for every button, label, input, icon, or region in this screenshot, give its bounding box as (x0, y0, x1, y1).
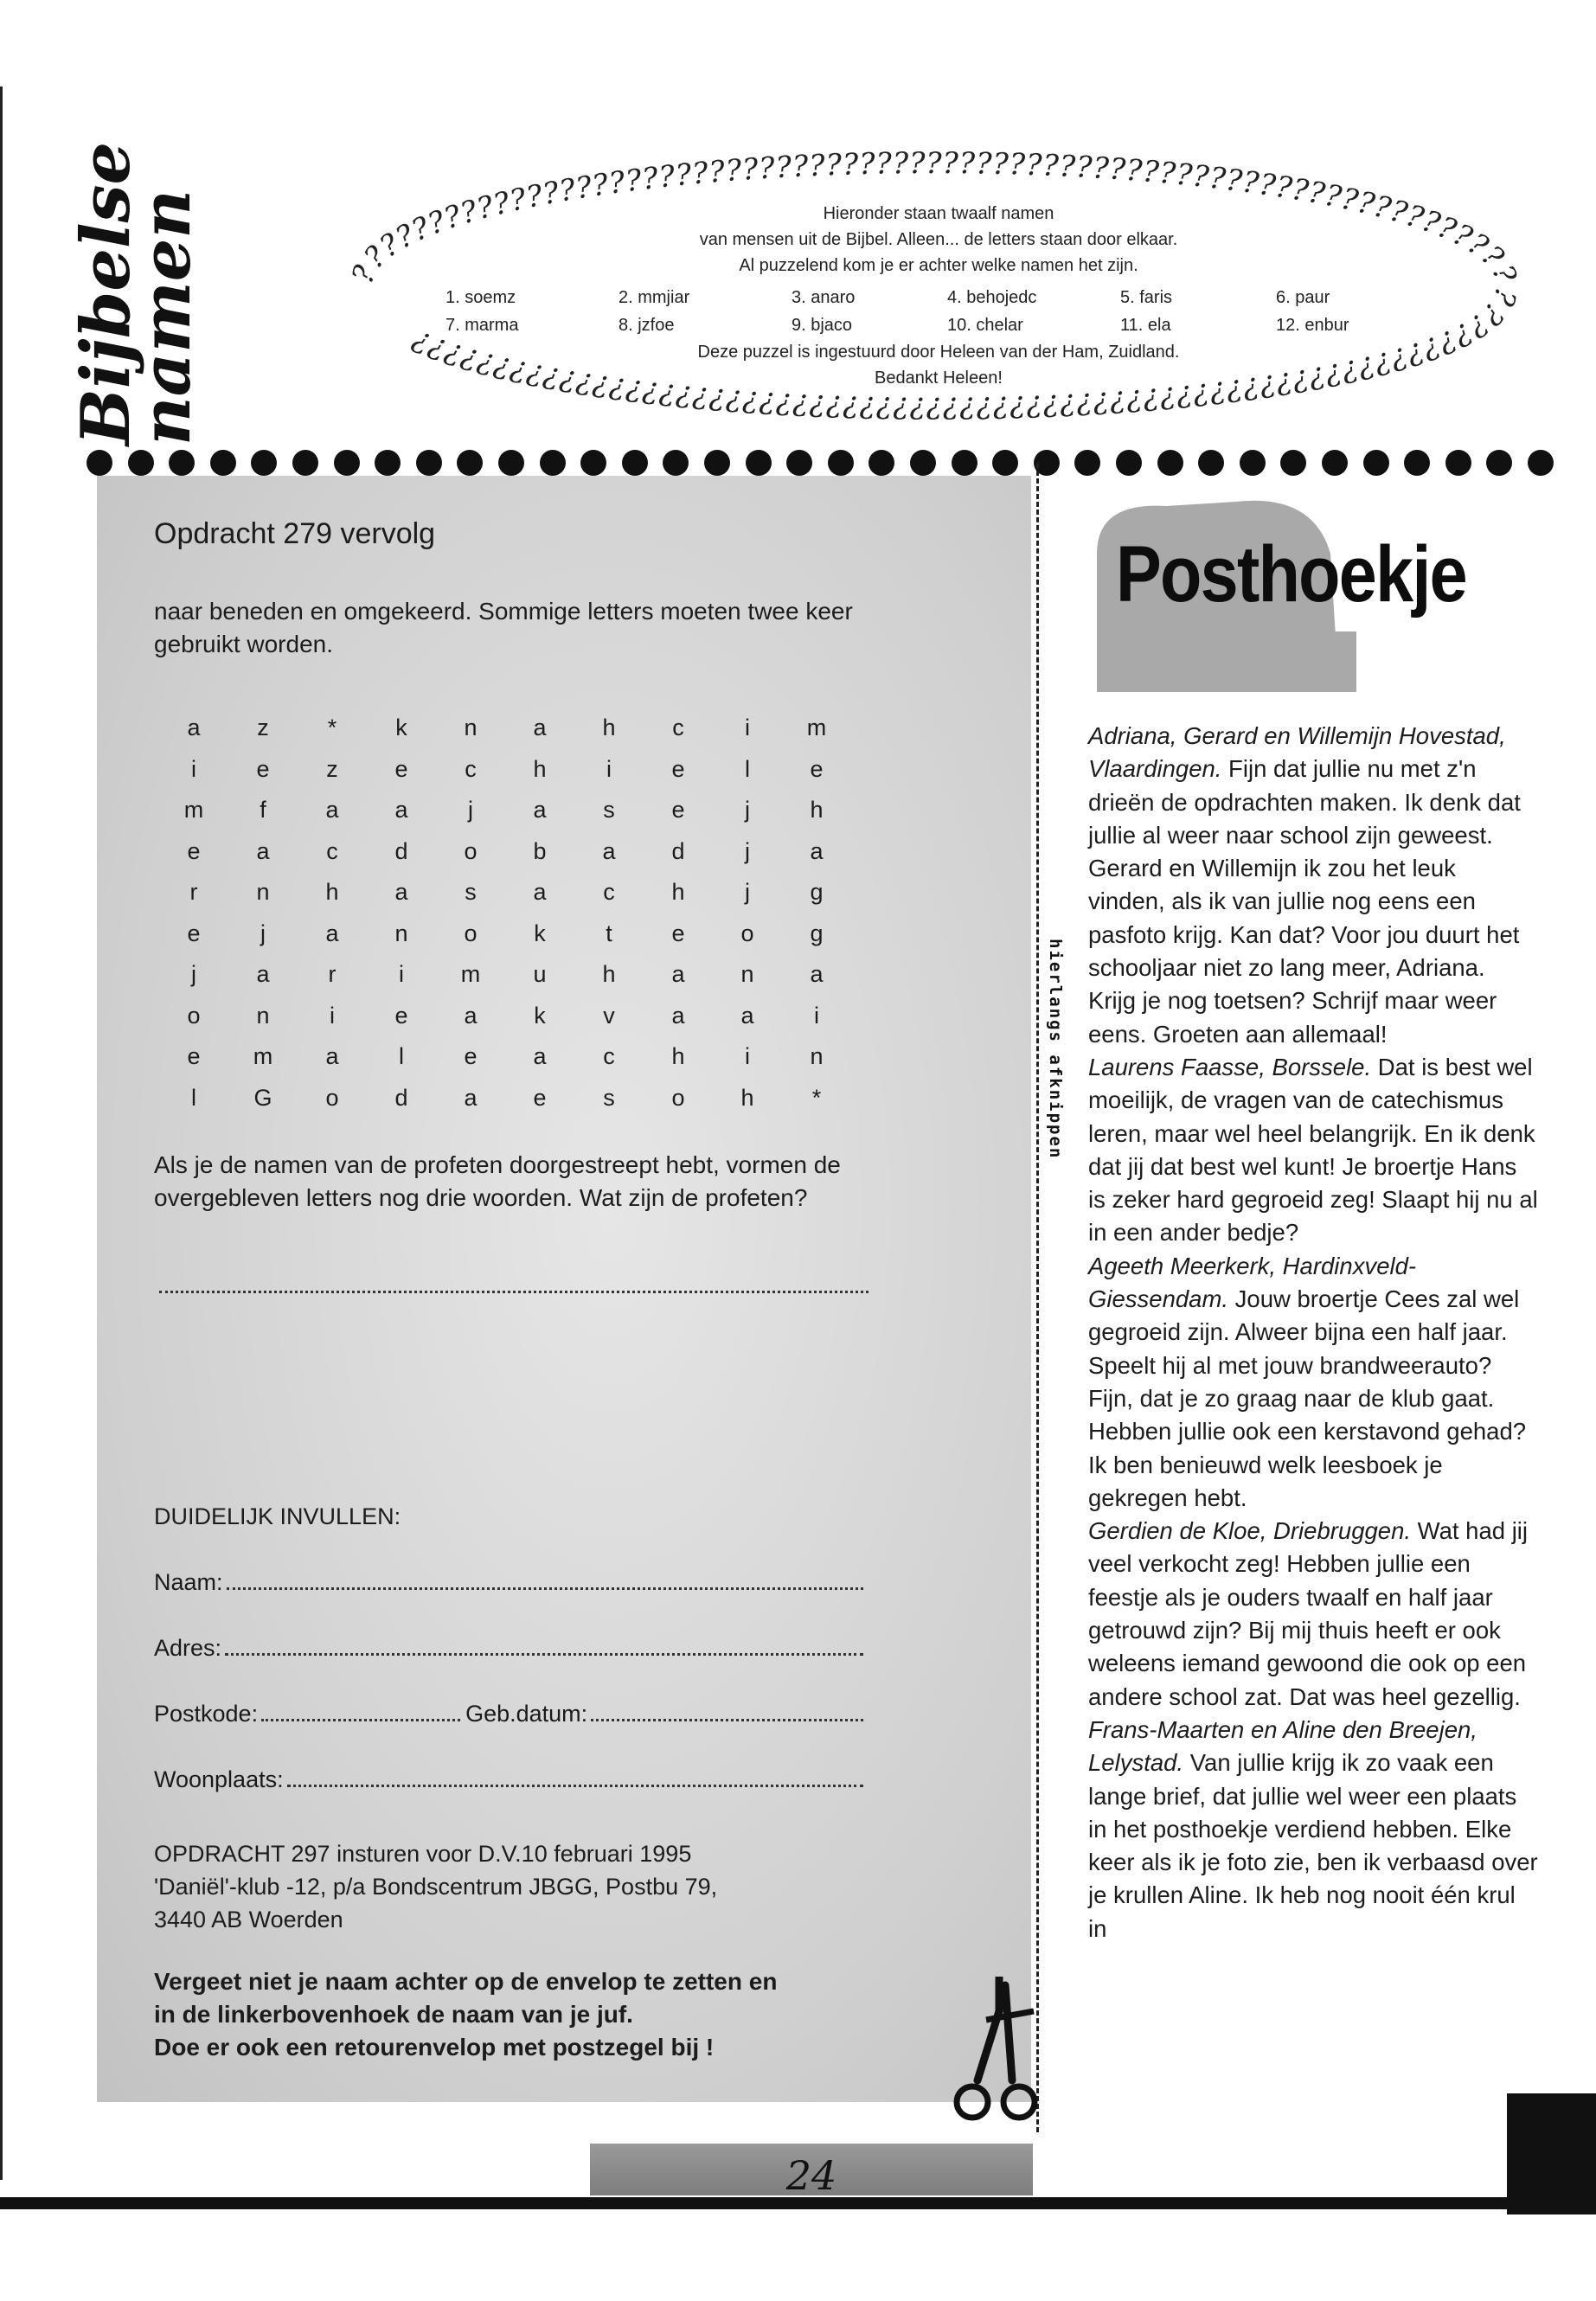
grid-cell: t (606, 920, 612, 946)
puzzle-thanks: Bedankt Heleen! (875, 369, 1003, 388)
grid-cell: c (603, 1043, 615, 1069)
postcode-label: Postkode: (154, 1701, 259, 1727)
divider-dot (1157, 450, 1183, 476)
page-number: 24 (785, 2152, 837, 2199)
grid-cell: a (533, 797, 547, 823)
divider-dot (746, 450, 772, 476)
divider-dot (1198, 450, 1224, 476)
grid-row (159, 872, 851, 913)
letter-sender: Frans-Maarten en Aline den Breejen, Lelystad. (1088, 1715, 1477, 1777)
grid-cell: l (745, 755, 750, 782)
grid-cell: m (460, 961, 481, 987)
divider-dot (1116, 450, 1142, 476)
divider-dot (580, 450, 606, 476)
task-title: Opdracht 279 vervolg (154, 517, 436, 550)
task-panel (97, 476, 1031, 2102)
grid-cell: j (260, 920, 266, 946)
page-corner (1507, 2093, 1596, 2214)
grid-cell: n (810, 1043, 824, 1069)
puzzle-line1: Hieronder staan twaalf namen (823, 204, 1054, 223)
grid-cell: e (671, 920, 685, 946)
divider-dot (169, 450, 195, 476)
grid-cell: m (806, 715, 827, 740)
grid-row (159, 954, 851, 996)
svg-text:??????????????????????????????: ?????????????????????????????????????????????????????????????????????????????????????????????????????????????????????????????????????????? (345, 151, 1523, 420)
grid-cell: e (394, 1002, 408, 1029)
grid-cell: a (256, 837, 270, 864)
cut-label (1042, 939, 1068, 1198)
grid-row (159, 996, 851, 1037)
divider-dot (87, 450, 112, 476)
grid-cell: a (810, 961, 824, 987)
letter-text: Dat is best wel moeilijk, de vragen van de catechismus leren, maar wel heel belangrijk. En ik denk dat jij dat best wel kunt! Je broertje Hans is zeker hard gegroeid zeg! Slaapt hij nu al in een ander bedje? (1088, 1053, 1538, 1247)
divider-dot (992, 450, 1018, 476)
grid-cell: a (394, 797, 408, 823)
puzzle-item: 2. mmjiar (619, 288, 690, 307)
grid-cell: a (602, 837, 616, 864)
instructions-line: 3440 AB Woerden (154, 1907, 343, 1932)
grid-cell: u (533, 961, 547, 987)
grid-cell: i (745, 1043, 750, 1069)
divider-dot (869, 450, 894, 476)
letter-text: Fijn dat jullie nu met z'n drieën de opdrachten maken. Ik denk dat jullie al weer naar school zijn geweest. Gerard en Willemijn ik zou het leuk vinden, als ik van jullie nog eens een pasfoto krijg. Kan dat? Voor jou duurt het schooljaar niet zo lang meer, Adriana. Krijg je nog toetsen? Schrijf maar weer eens. Groeten aan allemaal! (1088, 755, 1521, 1048)
birthdate-label: Geb.datum: (465, 1701, 588, 1727)
grid-cell: l (399, 1043, 404, 1069)
grid-cell: f (260, 797, 266, 823)
divider-dot (1280, 450, 1306, 476)
grid-cell: n (256, 879, 270, 905)
grid-cell: z (257, 715, 269, 740)
name-field[interactable] (154, 1569, 863, 1596)
grid-cell: j (745, 797, 750, 823)
grid-cell: a (187, 715, 201, 740)
grid-cell: i (191, 755, 196, 782)
grid-cell: a (740, 1002, 754, 1029)
letter-sender: Laurens Faasse, Borssele. (1088, 1053, 1372, 1080)
puzzle-item: 8. jzfoe (619, 316, 675, 335)
letter-sender: Gerdien de Kloe, Driebruggen. (1088, 1517, 1412, 1545)
divider-dot (1486, 450, 1512, 476)
grid-cell: i (814, 1002, 819, 1029)
cut-line (1036, 463, 1039, 2132)
grid-cell: o (187, 1002, 201, 1029)
puzzle-item: 1. soemz (445, 288, 516, 307)
divider-dot (786, 450, 812, 476)
grid-cell: o (325, 1084, 339, 1111)
grid-row (159, 913, 851, 955)
grid-cell: e (464, 1043, 478, 1069)
grid-cell: a (671, 961, 685, 987)
divider-dot (1363, 450, 1389, 476)
divider-dot (1404, 450, 1430, 476)
envelope-reminder (154, 1965, 915, 2064)
city-label: Woonplaats: (154, 1766, 284, 1792)
side-title-line2: namen (127, 189, 206, 445)
reminder-line: Doe er ook een retourenvelop met postzegel bij ! (154, 2034, 715, 2061)
grid-cell: a (464, 1084, 478, 1111)
grid-cell: o (464, 920, 478, 946)
grid-cell: m (183, 797, 204, 823)
grid-cell: i (606, 755, 612, 782)
grid-row (159, 831, 851, 873)
puzzle-credit: Deze puzzel is ingestuurd door Heleen van der Ham, Zuidland. (697, 343, 1180, 362)
puzzle-item: 6. paur (1276, 288, 1330, 307)
divider-dot (128, 450, 154, 476)
divider-dot (622, 450, 648, 476)
task-question: Als je de namen van de profeten doorgestreept hebt, vormen de overgebleven letters nog drie woorden. Wat zijn de profeten? (154, 1151, 841, 1211)
grid-cell: l (191, 1084, 196, 1111)
grid-cell: e (671, 755, 685, 782)
puzzle-line2: van mensen uit de Bijbel. Alleen... de letters staan door elkaar. (699, 230, 1178, 249)
grid-cell: G (253, 1084, 272, 1111)
bottom-rule (0, 2197, 1596, 2209)
scissors-icon (952, 1977, 1047, 2124)
grid-cell: e (671, 797, 685, 823)
city-field[interactable] (154, 1766, 863, 1793)
grid-cell: j (468, 797, 473, 823)
grid-row (159, 790, 851, 831)
grid-row (159, 1078, 851, 1119)
grid-cell: e (394, 755, 408, 782)
grid-row (159, 708, 851, 749)
grid-cell: e (533, 1084, 547, 1111)
grid-cell: r (189, 879, 198, 905)
divider-dot (540, 450, 566, 476)
grid-cell: j (191, 961, 196, 987)
grid-cell: j (745, 879, 750, 905)
grid-cell: h (533, 755, 547, 782)
divider-dot (1074, 450, 1100, 476)
grid-cell: a (325, 1043, 339, 1069)
name-label: Naam: (154, 1569, 223, 1595)
grid-row (159, 749, 851, 791)
letter-sender: Adriana, Gerard en Willemijn Hovestad, Vlaardingen. (1088, 722, 1506, 783)
grid-cell: a (671, 1002, 685, 1029)
divider-dot (334, 450, 360, 476)
grid-cell: a (325, 920, 339, 946)
divider-dot (1322, 450, 1348, 476)
divider-dot (210, 450, 236, 476)
address-label: Adres: (154, 1635, 222, 1661)
reminder-line: Vergeet niet je naam achter op de envelop te zetten en (154, 1968, 778, 1995)
grid-cell: i (330, 1002, 335, 1029)
grid-cell: e (810, 755, 824, 782)
puzzle-item: 5. faris (1120, 288, 1173, 307)
grid-cell: b (533, 837, 547, 864)
grid-cell: h (671, 1043, 685, 1069)
grid-cell: g (810, 879, 824, 905)
grid-cell: a (533, 715, 547, 740)
grid-cell: k (534, 1002, 546, 1029)
grid-cell: e (187, 1043, 201, 1069)
puzzle-item: 7. marma (445, 316, 519, 335)
grid-cell: * (327, 715, 337, 740)
side-title (67, 141, 249, 445)
posthoekje-title: Posthoekje (1116, 530, 1466, 619)
grid-cell: a (464, 1002, 478, 1029)
grid-cell: a (533, 879, 547, 905)
grid-cell: h (325, 879, 339, 905)
side-title-line1: Bijbelse (67, 141, 145, 445)
divider-dot (375, 450, 401, 476)
grid-cell: s (603, 1084, 615, 1111)
grid-cell: c (465, 755, 477, 782)
grid-cell: n (394, 920, 408, 946)
divider-dot (498, 450, 524, 476)
grid-cell: h (602, 715, 616, 740)
address-field[interactable] (154, 1635, 863, 1662)
grid-cell: e (187, 837, 201, 864)
grid-cell: h (810, 797, 824, 823)
cut-label-text: hierlangs afknippen (1046, 939, 1065, 1160)
puzzle-item: 3. anaro (792, 288, 856, 307)
grid-cell: d (394, 837, 408, 864)
puzzle-items (445, 284, 1432, 339)
grid-cell: n (740, 961, 754, 987)
grid-cell: c (603, 879, 615, 905)
grid-cell: a (394, 879, 408, 905)
divider-dot (1240, 450, 1266, 476)
page-left-edge (0, 87, 3, 2180)
puzzle-item: 12. enbur (1276, 316, 1349, 335)
grid-cell: d (671, 837, 685, 864)
grid-cell: i (745, 715, 750, 740)
letter-text: Wat had jij veel verkocht zeg! Hebben jullie een feestje als je ouders twaalf en half jaar getrouwd zijn? Bij mij thuis heeft er ook weleens iemand gewoond die ook op een andere school zat. Dat was heel gezellig. (1088, 1517, 1529, 1710)
grid-cell: a (325, 797, 339, 823)
puzzle-text (407, 201, 1471, 408)
grid-cell: a (810, 837, 824, 864)
grid-cell: s (603, 797, 615, 823)
divider-dot (251, 450, 277, 476)
grid-cell: d (394, 1084, 408, 1111)
divider-dot (1528, 450, 1554, 476)
grid-cell: o (464, 837, 478, 864)
grid-cell: k (395, 715, 407, 740)
grid-cell: e (187, 920, 201, 946)
grid-cell: v (603, 1002, 615, 1029)
puzzle-item: 4. behojedc (947, 288, 1037, 307)
send-instructions (154, 1837, 915, 1936)
grid-cell: z (326, 755, 338, 782)
grid-cell: a (533, 1043, 547, 1069)
grid-cell: o (671, 1084, 685, 1111)
divider-dot (457, 450, 483, 476)
grid-cell: c (672, 715, 684, 740)
grid-cell: a (256, 961, 270, 987)
instructions-line: 'Daniël'-klub -12, p/a Bondscentrum JBGG, Postbu 79, (154, 1874, 718, 1900)
grid-cell: h (602, 961, 616, 987)
divider-dot (828, 450, 854, 476)
grid-cell: e (256, 755, 270, 782)
grid-cell: n (464, 715, 478, 740)
grid-cell: c (326, 837, 338, 864)
dotted-divider (87, 450, 1540, 479)
divider-dot (663, 450, 689, 476)
letter-text: Van jullie krijg ik zo vaak een lange brief, dat jullie wel weer een plaats in het posthoekje verdiend hebben. Elke keer als ik je foto zie, ben ik verbaasd over je krullen Aline. Ik heb nog nooit één krul in (1088, 1749, 1538, 1942)
divider-dot (416, 450, 442, 476)
task-intro: naar beneden en omgekeerd. Sommige letters moeten twee keer gebruikt worden. (154, 598, 853, 657)
divider-dot (952, 450, 977, 476)
grid-row (159, 1036, 851, 1078)
grid-cell: r (328, 961, 337, 987)
grid-cell: j (745, 837, 750, 864)
puzzle-line3: Al puzzelend kom je er achter welke namen het zijn. (739, 256, 1138, 275)
divider-dot (910, 450, 936, 476)
answer-line[interactable] (159, 1282, 869, 1293)
instructions-line: OPDRACHT 297 insturen voor D.V.10 februari 1995 (154, 1841, 692, 1867)
letter-sender: Ageeth Meerkerk, Hardinxveld-Giessendam. (1088, 1252, 1417, 1313)
grid-cell: i (399, 961, 404, 987)
grid-cell: * (811, 1084, 822, 1111)
grid-cell: o (740, 920, 754, 946)
grid-cell: n (256, 1002, 270, 1029)
puzzle-item: 9. bjaco (792, 316, 853, 335)
postcode-birthdate-field[interactable] (154, 1701, 863, 1727)
grid-cell: s (465, 879, 477, 905)
form-heading: DUIDELIJK INVULLEN: (154, 1503, 401, 1529)
divider-dot (292, 450, 318, 476)
grid-cell: h (671, 879, 685, 905)
grid-cell: k (534, 920, 546, 946)
letter-text: Jouw broertje Cees zal wel gegroeid zijn. Alweer bijna een half jaar. Speelt hij al met jouw brandweerauto? Fijn, dat je zo graag naar de klub gaat. Hebben jullie ook een kerstavond gehad? Ik ben benieuwd welk leesboek je gekregen hebt. (1088, 1285, 1527, 1511)
puzzle-item: 11. ela (1120, 316, 1171, 335)
divider-dot (704, 450, 730, 476)
divider-dot (1445, 450, 1471, 476)
grid-cell: m (253, 1043, 273, 1069)
grid-cell: h (740, 1084, 754, 1111)
letters-column (1088, 720, 1538, 1945)
grid-cell: g (810, 920, 824, 946)
letter-grid (159, 708, 851, 1118)
reminder-line: in de linkerbovenhoek de naam van je juf. (154, 2001, 633, 2028)
puzzle-item: 10. chelar (947, 316, 1023, 335)
